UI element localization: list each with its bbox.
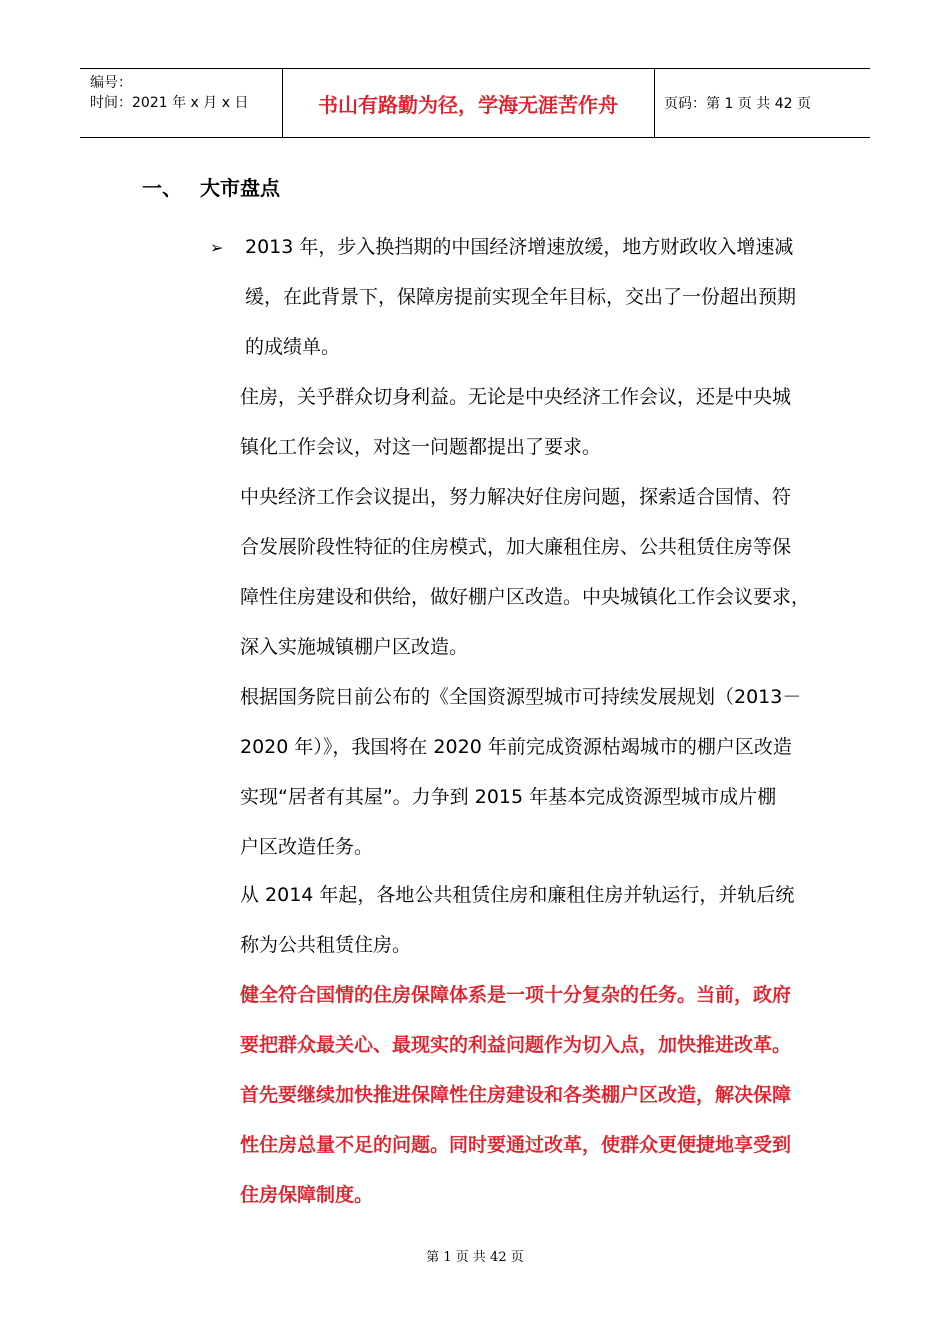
paragraph xyxy=(240,222,815,372)
text-line: 2020 年）》，我国将在 2020 年前完成资源枯竭城市的棚户区改造 xyxy=(240,736,792,758)
header-divider xyxy=(654,69,655,137)
header-motto: 书山有路勤为径，学海无涯苦作舟 xyxy=(318,92,618,117)
paragraph xyxy=(240,472,815,672)
date-label: 时间：2021 年 x 月 x 日 xyxy=(90,95,249,111)
text-line: 障性住房建设和供给，做好棚户区改造。中央城镇化工作会议要求， xyxy=(240,586,811,608)
text-line: 实现“居者有其屋”。力争到 2015 年基本完成资源型城市成片棚 xyxy=(240,786,777,808)
text-line: 住房保障制度。 xyxy=(240,1184,374,1206)
section-title: 大市盘点 xyxy=(200,176,280,200)
paragraph xyxy=(240,672,815,872)
serial-label: 编号： xyxy=(90,75,132,91)
bullet-arrow-icon: ➢ xyxy=(210,238,224,257)
text-line: 要把群众最关心、最现实的利益问题作为切入点，加快推进改革。 xyxy=(240,1034,792,1056)
text-line: 2013 年，步入换挡期的中国经济增速放缓，地方财政收入增速减 xyxy=(245,236,794,258)
header-page-info: 页码：第 1 页 共 42 页 xyxy=(664,96,811,112)
text-line: 首先要继续加快推进保障性住房建设和各类棚户区改造，解决保障 xyxy=(240,1084,792,1106)
text-line: 称为公共租赁住房。 xyxy=(240,934,412,956)
text-line: 户区改造任务。 xyxy=(240,836,374,858)
text-line: 住房，关乎群众切身利益。无论是中央经济工作会议，还是中央城 xyxy=(240,386,792,408)
highlighted-paragraph xyxy=(240,970,815,1220)
text-line: 深入实施城镇棚户区改造。 xyxy=(240,636,469,658)
text-line: 合发展阶段性特征的住房模式，加大廉租住房、公共租赁住房等保 xyxy=(240,536,792,558)
document-header xyxy=(80,68,870,138)
text-line: 根据国务院日前公布的《全国资源型城市可持续发展规划（2013－ xyxy=(240,686,802,708)
header-left-cell xyxy=(90,73,248,113)
page-footer: 第 1 页 共 42 页 xyxy=(426,1250,524,1265)
text-line: 镇化工作会议，对这一问题都提出了要求。 xyxy=(240,436,602,458)
text-line: 健全符合国情的住房保障体系是一项十分复杂的任务。当前，政府 xyxy=(240,984,792,1006)
text-line: 缓，在此背景下，保障房提前实现全年目标，交出了一份超出预期 xyxy=(245,286,797,308)
paragraph xyxy=(240,870,815,970)
paragraph xyxy=(240,372,815,472)
text-line: 从 2014 年起，各地公共租赁住房和廉租住房并轨运行，并轨后统 xyxy=(240,884,795,906)
text-line: 中央经济工作会议提出，努力解决好住房问题，探索适合国情、符 xyxy=(240,486,792,508)
section-number: 一、 xyxy=(142,176,182,200)
text-line: 的成绩单。 xyxy=(245,336,341,358)
text-line: 性住房总量不足的问题。同时要通过改革，使群众更便捷地享受到 xyxy=(240,1134,792,1156)
